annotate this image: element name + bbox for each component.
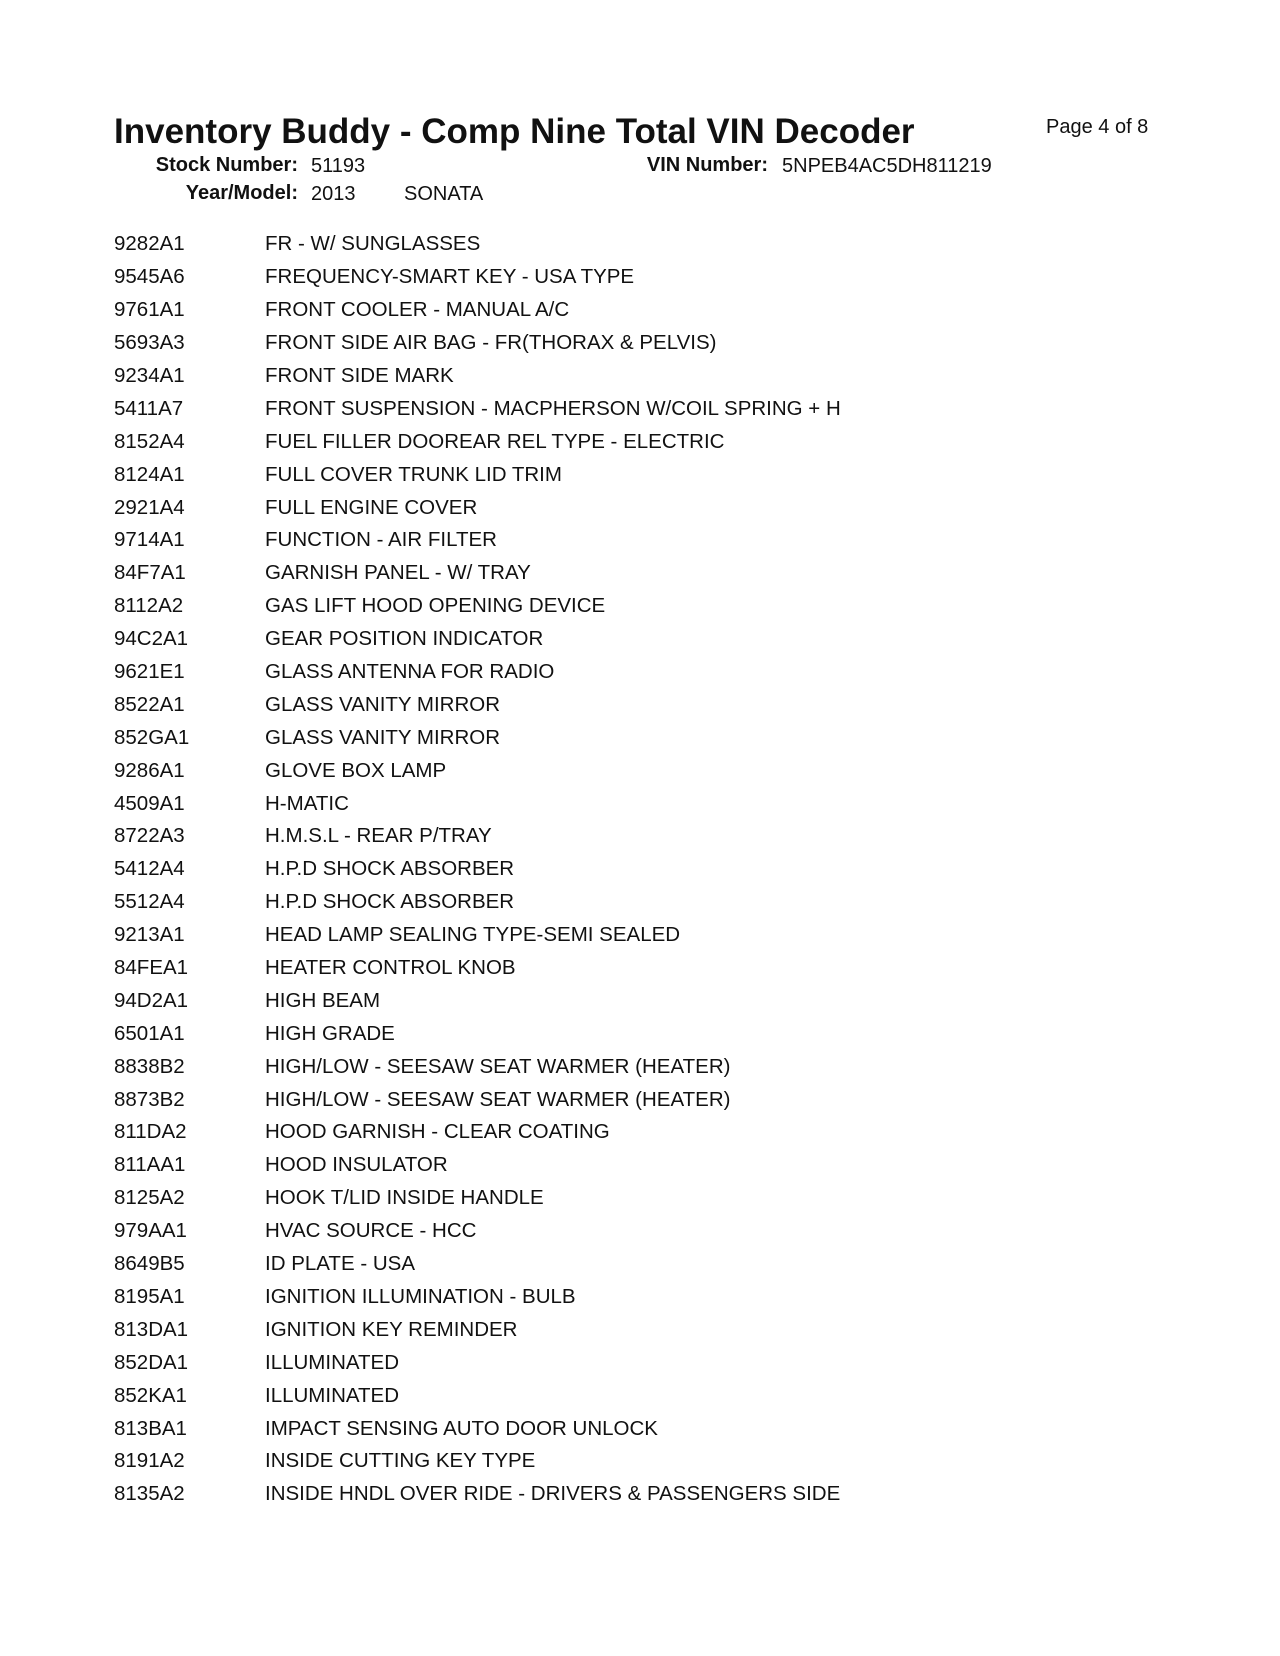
option-description: INSIDE HNDL OVER RIDE - DRIVERS & PASSENGERS SIDE bbox=[265, 1482, 841, 1506]
list-item bbox=[114, 787, 1174, 820]
option-code: 94D2A1 bbox=[114, 988, 189, 1012]
option-description: FR - W/ SUNGLASSES bbox=[265, 232, 481, 256]
option-code: 979AA1 bbox=[114, 1219, 187, 1243]
option-code: 5412A4 bbox=[114, 857, 185, 881]
option-description: FRONT SIDE AIR BAG - FR(THORAX & PELVIS) bbox=[265, 331, 717, 355]
option-code: 2921A4 bbox=[114, 495, 185, 519]
list-item bbox=[114, 425, 1174, 458]
list-item bbox=[114, 1379, 1174, 1412]
option-code: 811AA1 bbox=[114, 1153, 186, 1177]
option-description: HIGH GRADE bbox=[265, 1021, 395, 1045]
list-item bbox=[114, 919, 1174, 952]
option-description: GAS LIFT HOOD OPENING DEVICE bbox=[265, 594, 606, 618]
vin-number-label: VIN Number: bbox=[646, 154, 768, 176]
option-description: HOOK T/LID INSIDE HANDLE bbox=[265, 1186, 544, 1210]
option-description: H.P.D SHOCK ABSORBER bbox=[265, 857, 515, 881]
option-description: H-MATIC bbox=[265, 791, 349, 815]
option-code: 8125A2 bbox=[114, 1186, 185, 1210]
option-description: INSIDE CUTTING KEY TYPE bbox=[265, 1449, 536, 1473]
option-description: ILLUMINATED bbox=[265, 1383, 400, 1407]
list-item bbox=[114, 688, 1174, 721]
option-description: FRONT SUSPENSION - MACPHERSON W/COIL SPRING + H bbox=[265, 396, 841, 420]
option-code: 852GA1 bbox=[114, 725, 190, 749]
option-description: FULL COVER TRUNK LID TRIM bbox=[265, 462, 562, 486]
option-description: HEAD LAMP SEALING TYPE-SEMI SEALED bbox=[265, 923, 681, 947]
page-number: Page 4 of 8 bbox=[1046, 116, 1149, 138]
list-item bbox=[114, 952, 1174, 985]
option-code: 8152A4 bbox=[114, 429, 185, 453]
list-item bbox=[114, 623, 1174, 656]
option-description: IMPACT SENSING AUTO DOOR UNLOCK bbox=[265, 1416, 658, 1440]
list-item bbox=[114, 1017, 1174, 1050]
option-code: 9282A1 bbox=[114, 232, 185, 256]
option-code: 852DA1 bbox=[114, 1350, 189, 1374]
option-code: 8649B5 bbox=[114, 1252, 185, 1276]
list-item bbox=[114, 886, 1174, 919]
list-item bbox=[114, 557, 1174, 590]
option-code: 4509A1 bbox=[114, 791, 185, 815]
list-item bbox=[114, 1313, 1174, 1346]
list-item bbox=[114, 1215, 1174, 1248]
option-description: GLASS ANTENNA FOR RADIO bbox=[265, 660, 555, 684]
option-description: GARNISH PANEL - W/ TRAY bbox=[265, 561, 531, 585]
list-item bbox=[114, 820, 1174, 853]
option-description: FRONT SIDE MARK bbox=[265, 364, 454, 387]
option-code: 84F7A1 bbox=[114, 561, 186, 585]
list-item bbox=[114, 261, 1174, 294]
list-item bbox=[114, 491, 1174, 524]
option-code: 9213A1 bbox=[114, 923, 185, 947]
option-description: H.M.S.L - REAR P/TRAY bbox=[265, 824, 492, 848]
list-item bbox=[114, 228, 1174, 261]
option-code: 8838B2 bbox=[114, 1054, 185, 1078]
option-description: IGNITION ILLUMINATION - BULB bbox=[265, 1284, 576, 1308]
list-item bbox=[114, 524, 1174, 557]
option-code: 813BA1 bbox=[114, 1416, 187, 1440]
option-code: 9286A1 bbox=[114, 758, 185, 782]
list-item bbox=[114, 984, 1174, 1017]
option-code: 852KA1 bbox=[114, 1383, 187, 1407]
option-description: GLOVE BOX LAMP bbox=[265, 758, 447, 782]
option-code-list bbox=[114, 228, 1174, 1511]
option-code: 8191A2 bbox=[114, 1449, 185, 1473]
list-item bbox=[114, 360, 1174, 393]
option-description: HOOD INSULATOR bbox=[265, 1153, 448, 1177]
list-item bbox=[114, 1149, 1174, 1182]
year-model-label: Year/Model: bbox=[185, 182, 298, 204]
list-item bbox=[114, 392, 1174, 425]
option-description: HIGH BEAM bbox=[265, 988, 381, 1012]
list-item bbox=[114, 327, 1174, 360]
list-item bbox=[114, 458, 1174, 491]
option-code: 5512A4 bbox=[114, 890, 185, 914]
option-description: FREQUENCY-SMART KEY - USA TYPE bbox=[265, 265, 635, 289]
list-item bbox=[114, 656, 1174, 689]
option-description: HEATER CONTROL KNOB bbox=[265, 956, 516, 980]
list-item bbox=[114, 1182, 1174, 1215]
list-item bbox=[114, 754, 1174, 787]
option-description: FUEL FILLER DOOREAR REL TYPE - ELECTRIC bbox=[265, 429, 725, 453]
option-description: HVAC SOURCE - HCC bbox=[265, 1219, 477, 1243]
option-code: 9545A6 bbox=[114, 265, 185, 289]
option-code: 8124A1 bbox=[114, 462, 185, 486]
page-title: Inventory Buddy - Comp Nine Total VIN Decoder bbox=[114, 112, 915, 151]
option-code: 8135A2 bbox=[114, 1482, 185, 1506]
option-description: HIGH/LOW - SEESAW SEAT WARMER (HEATER) bbox=[265, 1087, 731, 1111]
option-code: 84FEA1 bbox=[114, 956, 189, 980]
list-item bbox=[114, 1346, 1174, 1379]
option-description: GLASS VANITY MIRROR bbox=[265, 725, 501, 749]
option-code: 8112A2 bbox=[114, 594, 184, 618]
list-item bbox=[114, 721, 1174, 754]
option-code: 811DA2 bbox=[114, 1120, 187, 1144]
option-description: FRONT COOLER - MANUAL A/C bbox=[265, 298, 570, 322]
option-description: GLASS VANITY MIRROR bbox=[265, 692, 501, 716]
list-item bbox=[114, 1281, 1174, 1314]
year-value: 2013 bbox=[311, 183, 356, 205]
option-code: 94C2A1 bbox=[114, 627, 189, 651]
option-code: 9714A1 bbox=[114, 528, 185, 552]
option-code: 8195A1 bbox=[114, 1284, 185, 1308]
list-item bbox=[114, 1116, 1174, 1149]
option-description: FUNCTION - AIR FILTER bbox=[265, 528, 497, 552]
option-code: 6501A1 bbox=[114, 1021, 185, 1045]
list-item bbox=[114, 1412, 1174, 1445]
option-description: ID PLATE - USA bbox=[265, 1252, 415, 1276]
option-description: H.P.D SHOCK ABSORBER bbox=[265, 890, 515, 914]
option-description: HOOD GARNISH - CLEAR COATING bbox=[265, 1120, 610, 1144]
option-code: 5411A7 bbox=[114, 396, 184, 420]
list-item bbox=[114, 1478, 1174, 1511]
list-item bbox=[114, 853, 1174, 886]
list-item bbox=[114, 1248, 1174, 1281]
vin-number-value: 5NPEB4AC5DH811219 bbox=[782, 155, 992, 177]
option-description: FULL ENGINE COVER bbox=[265, 495, 478, 519]
option-description: ILLUMINATED bbox=[265, 1350, 400, 1374]
list-item bbox=[114, 294, 1174, 327]
option-code: 8722A3 bbox=[114, 824, 185, 848]
model-value: SONATA bbox=[404, 183, 484, 205]
option-code: 9761A1 bbox=[114, 298, 185, 322]
option-code: 9234A1 bbox=[114, 364, 185, 387]
option-code: 9621E1 bbox=[114, 660, 185, 684]
option-code: 813DA1 bbox=[114, 1317, 189, 1341]
list-item bbox=[114, 590, 1174, 623]
stock-number-label: Stock Number: bbox=[155, 154, 298, 176]
option-code: 8522A1 bbox=[114, 692, 185, 716]
list-item bbox=[114, 1050, 1174, 1083]
list-item bbox=[114, 1083, 1174, 1116]
option-code: 8873B2 bbox=[114, 1087, 185, 1111]
stock-number-value: 51193 bbox=[311, 155, 366, 177]
list-item bbox=[114, 1445, 1174, 1478]
option-description: HIGH/LOW - SEESAW SEAT WARMER (HEATER) bbox=[265, 1054, 731, 1078]
option-description: IGNITION KEY REMINDER bbox=[265, 1317, 518, 1341]
option-code: 5693A3 bbox=[114, 331, 185, 355]
option-description: GEAR POSITION INDICATOR bbox=[265, 627, 544, 651]
